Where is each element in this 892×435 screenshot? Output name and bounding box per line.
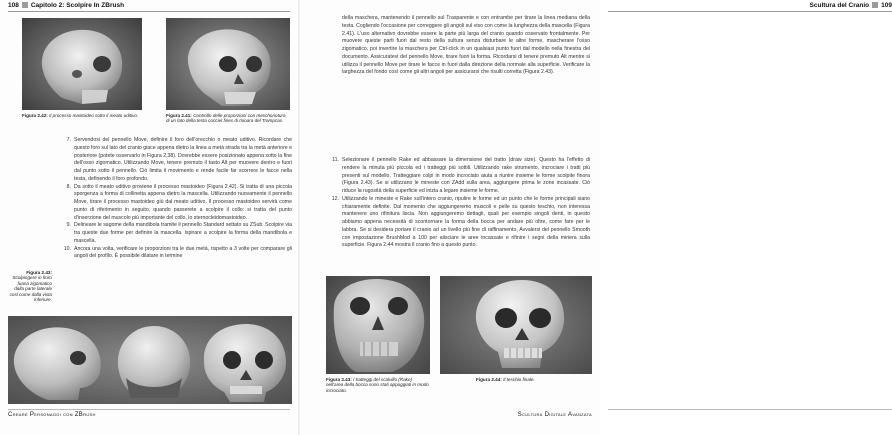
header-separator-icon: [872, 2, 878, 8]
figure-2-43-caption: [8, 270, 52, 302]
list-item-number: 11.: [332, 157, 339, 163]
right-page: [300, 0, 892, 435]
list-item-number: 7.: [66, 137, 71, 143]
left-page-header: [8, 0, 290, 11]
list-item: [60, 222, 292, 245]
left-page: [0, 0, 300, 435]
left-numbered-list: [60, 137, 292, 261]
figure-2-44-label: Figura 2.44:: [476, 377, 502, 382]
list-item-text: Servendosi del pennello Move, definire il foro dell'orecchio o meato uditivo. Ricordare che questo foro sul lato del cranio giace appena dietro la linea a metà strada tra la metà anteriore e posteriore (potete osservarlo in Figura 2.38). Dovrebbe essere posizionato appena sotto la fine dell'osso zigomatico. Utilizzando Move, tenere premuto il tasto Alt per muovere dentro e fuori dal punto sotto il pennello. Ciò limita il movimento e rende facile far scorrere le facce nella testa, definendo il foro profondo.: [74, 137, 293, 182]
left-chapter-title: Capitolo 2: Scolpire In ZBrush: [30, 2, 125, 9]
figure-2-43b-label: Figura 2.43:: [326, 377, 352, 382]
list-item: [328, 196, 590, 250]
skull-final-icon: [440, 276, 592, 374]
list-item-number: 8.: [66, 183, 71, 190]
list-item-number: 10.: [63, 245, 71, 252]
list-item-number: 9.: [66, 222, 71, 229]
left-header-rule: [8, 11, 290, 12]
right-footer: Scultura Digitale Avanzata: [517, 412, 592, 418]
left-page-number: 108: [8, 2, 19, 9]
figure-2-43-label: Figura 2.43:: [26, 270, 52, 275]
right-intro-paragraph: della maschera, mantenendo il pennello sul Trasparente e con entrambe per tirare la linea mediana della testa. Cogliendo l'occasione per correggere gli angoli sul viso con come la lunghezza della mascella (Figura 2.41). L'uso alternativo dovrebbe essere la parte più larga del cranio quando osservato frontalmente. Per muovere queste parti fuori dal resto della sultura senza disturbare le altre forme, mascherare l'osso zigomatico, poi invertire la maschera per Ctrl-click in un qualsiasi punto fuori dal modello nella finestra del documento. Assicuratevi del pennello Move, tirare fuori la forma. Ricordarsi di tenere premuto Alt mentre si utilizza il pennello Move per tirare le facce in fuori dalla direzione della normale alla superficie. Verificare la larghezza del fondo così come gli altri angoli per assicurarsi che risulti corretta (Figura 2.43).: [342, 15, 590, 76]
list-item: [328, 157, 590, 196]
list-item-number: 12.: [331, 195, 339, 202]
figure-2-43b-caption: [326, 377, 430, 393]
figure-2-42-image: [22, 18, 142, 110]
right-header-rule: [608, 11, 892, 12]
list-item: [60, 246, 292, 262]
figure-2-44-text: Il teschio finale.: [503, 377, 535, 382]
list-item: [60, 184, 292, 223]
figure-2-41-caption: [166, 113, 290, 124]
figure-2-42-caption: [22, 113, 142, 118]
skull-rake-closeup-icon: [326, 276, 430, 374]
figure-2-43b-text: I tratteggi del scalvillo (Rake) nell'area della bocca sono stati appoggiati in modo incrociato.: [326, 377, 429, 393]
right-page-number: 109: [881, 2, 892, 9]
right-chapter-title: Scultura del Cranio: [809, 2, 870, 9]
right-footer-rule: [608, 409, 892, 410]
header-separator-icon: [22, 2, 28, 8]
left-footer-rule: [8, 409, 290, 410]
skull-three-quarter-icon: [166, 18, 290, 110]
figure-2-41-text: Controllo delle proporzioni con meschoriotura di un lato della testa cocciel fines di mioara del Trampcas.: [166, 113, 286, 124]
figure-2-44-image: [440, 276, 592, 374]
list-item-text: Da sotto il meato uditivo proviene il processo mastoideo (Figura 2.42). Si tratta di una piccola sporgenza a forma di collinetta appena dietro la mascella. Utilizzando nuovamente il pennello Move, tirare il processo mastoideo giù dal meato uditivo. Il processo mastoideo servirà come punto di riferimento in seguito, quando passerete a scolpire il collo: si tratta del punto d'inserzione del muscolo più importante del collo, lo sternocleidomastoideo.: [74, 183, 292, 221]
three-skulls-icon: [8, 316, 292, 404]
right-page-header: [608, 0, 892, 11]
list-item-text: Ancora una volta, verificare le proporzioni tra le due metà, rispetto a 3 volte per comparare gli angoli del profilo. È possibile dilatare in termine: [74, 245, 292, 260]
figure-2-41-label: Figura 2.41:: [166, 113, 192, 118]
figure-2-44-caption: [476, 377, 586, 382]
right-numbered-list: [328, 157, 590, 250]
figure-2-43-text: Scolpingere in finici fuasa zigomatico dalla parte laterale cosl come dalla vista inferiure.: [9, 275, 52, 303]
list-item: [60, 137, 292, 184]
figure-2-41-image: [166, 18, 290, 110]
left-footer: Creare Personaggi con ZBrush: [8, 412, 96, 418]
list-item-text: Delineare le sagome della mandibola tramite il pennello Standard settato su ZSub. Scolpire via tra queste due forme per definire la mascella. Ispirare a scolpire la forma della mandibola e mascella.: [74, 222, 292, 244]
skull-side-icon: [22, 18, 142, 110]
figure-2-42-label: Figura 2.42:: [22, 113, 48, 118]
figure-2-43-image: [8, 316, 292, 404]
figure-2-43b-image: [326, 276, 430, 374]
figure-2-42-text: Il processo mastoideo sotto il meato uditivo.: [49, 113, 139, 118]
list-item-text: Selezionare il pennello Rake ed abbassare la dimensione del tratto (draw size). Questo ha l'effetto di rendere la minuta più piccola ed i tratteggi più sottili. Utilizzando rake strumento, incrociare i tratti più presenti sul modello. Tratteggiare colpi in modo incrociato aiuta a riunire insieme le forme scolpite finora (Figura 2.43). Se si utilizzano le mineste con ZAdd sulla area, aggiungere prima le zone incassate. Ciò riduce la rugosità della superficie ed inizia a legare insieme le forme.: [342, 157, 590, 194]
list-item-text: Utilizzando le mineste e Rake sull'intero cranio, ripulire le forme ed un punto che le forme principali siano chiaramente definite. Dal momento che aggiungeremo muscoli e pelle su questo teschio, non interessa mantenere uno rifinitura liscia. Non aggiungeremo dettagli, quali per esempio singoli denti, in questo abbiamo appena necessità di scontornare la forma della bocca per andare più oltre, come fare per le labbra. Se si desidera portare il cranio ad un livello più fine di raffinamento, Avvalersi del pennello Smooth con impostazione BrushMod a 100 per ailsciare le aree incassate e rifinire i segni della miriera sulla superficie. Figura 2.44 mostra il cranio fino a questo punto.: [342, 195, 590, 249]
